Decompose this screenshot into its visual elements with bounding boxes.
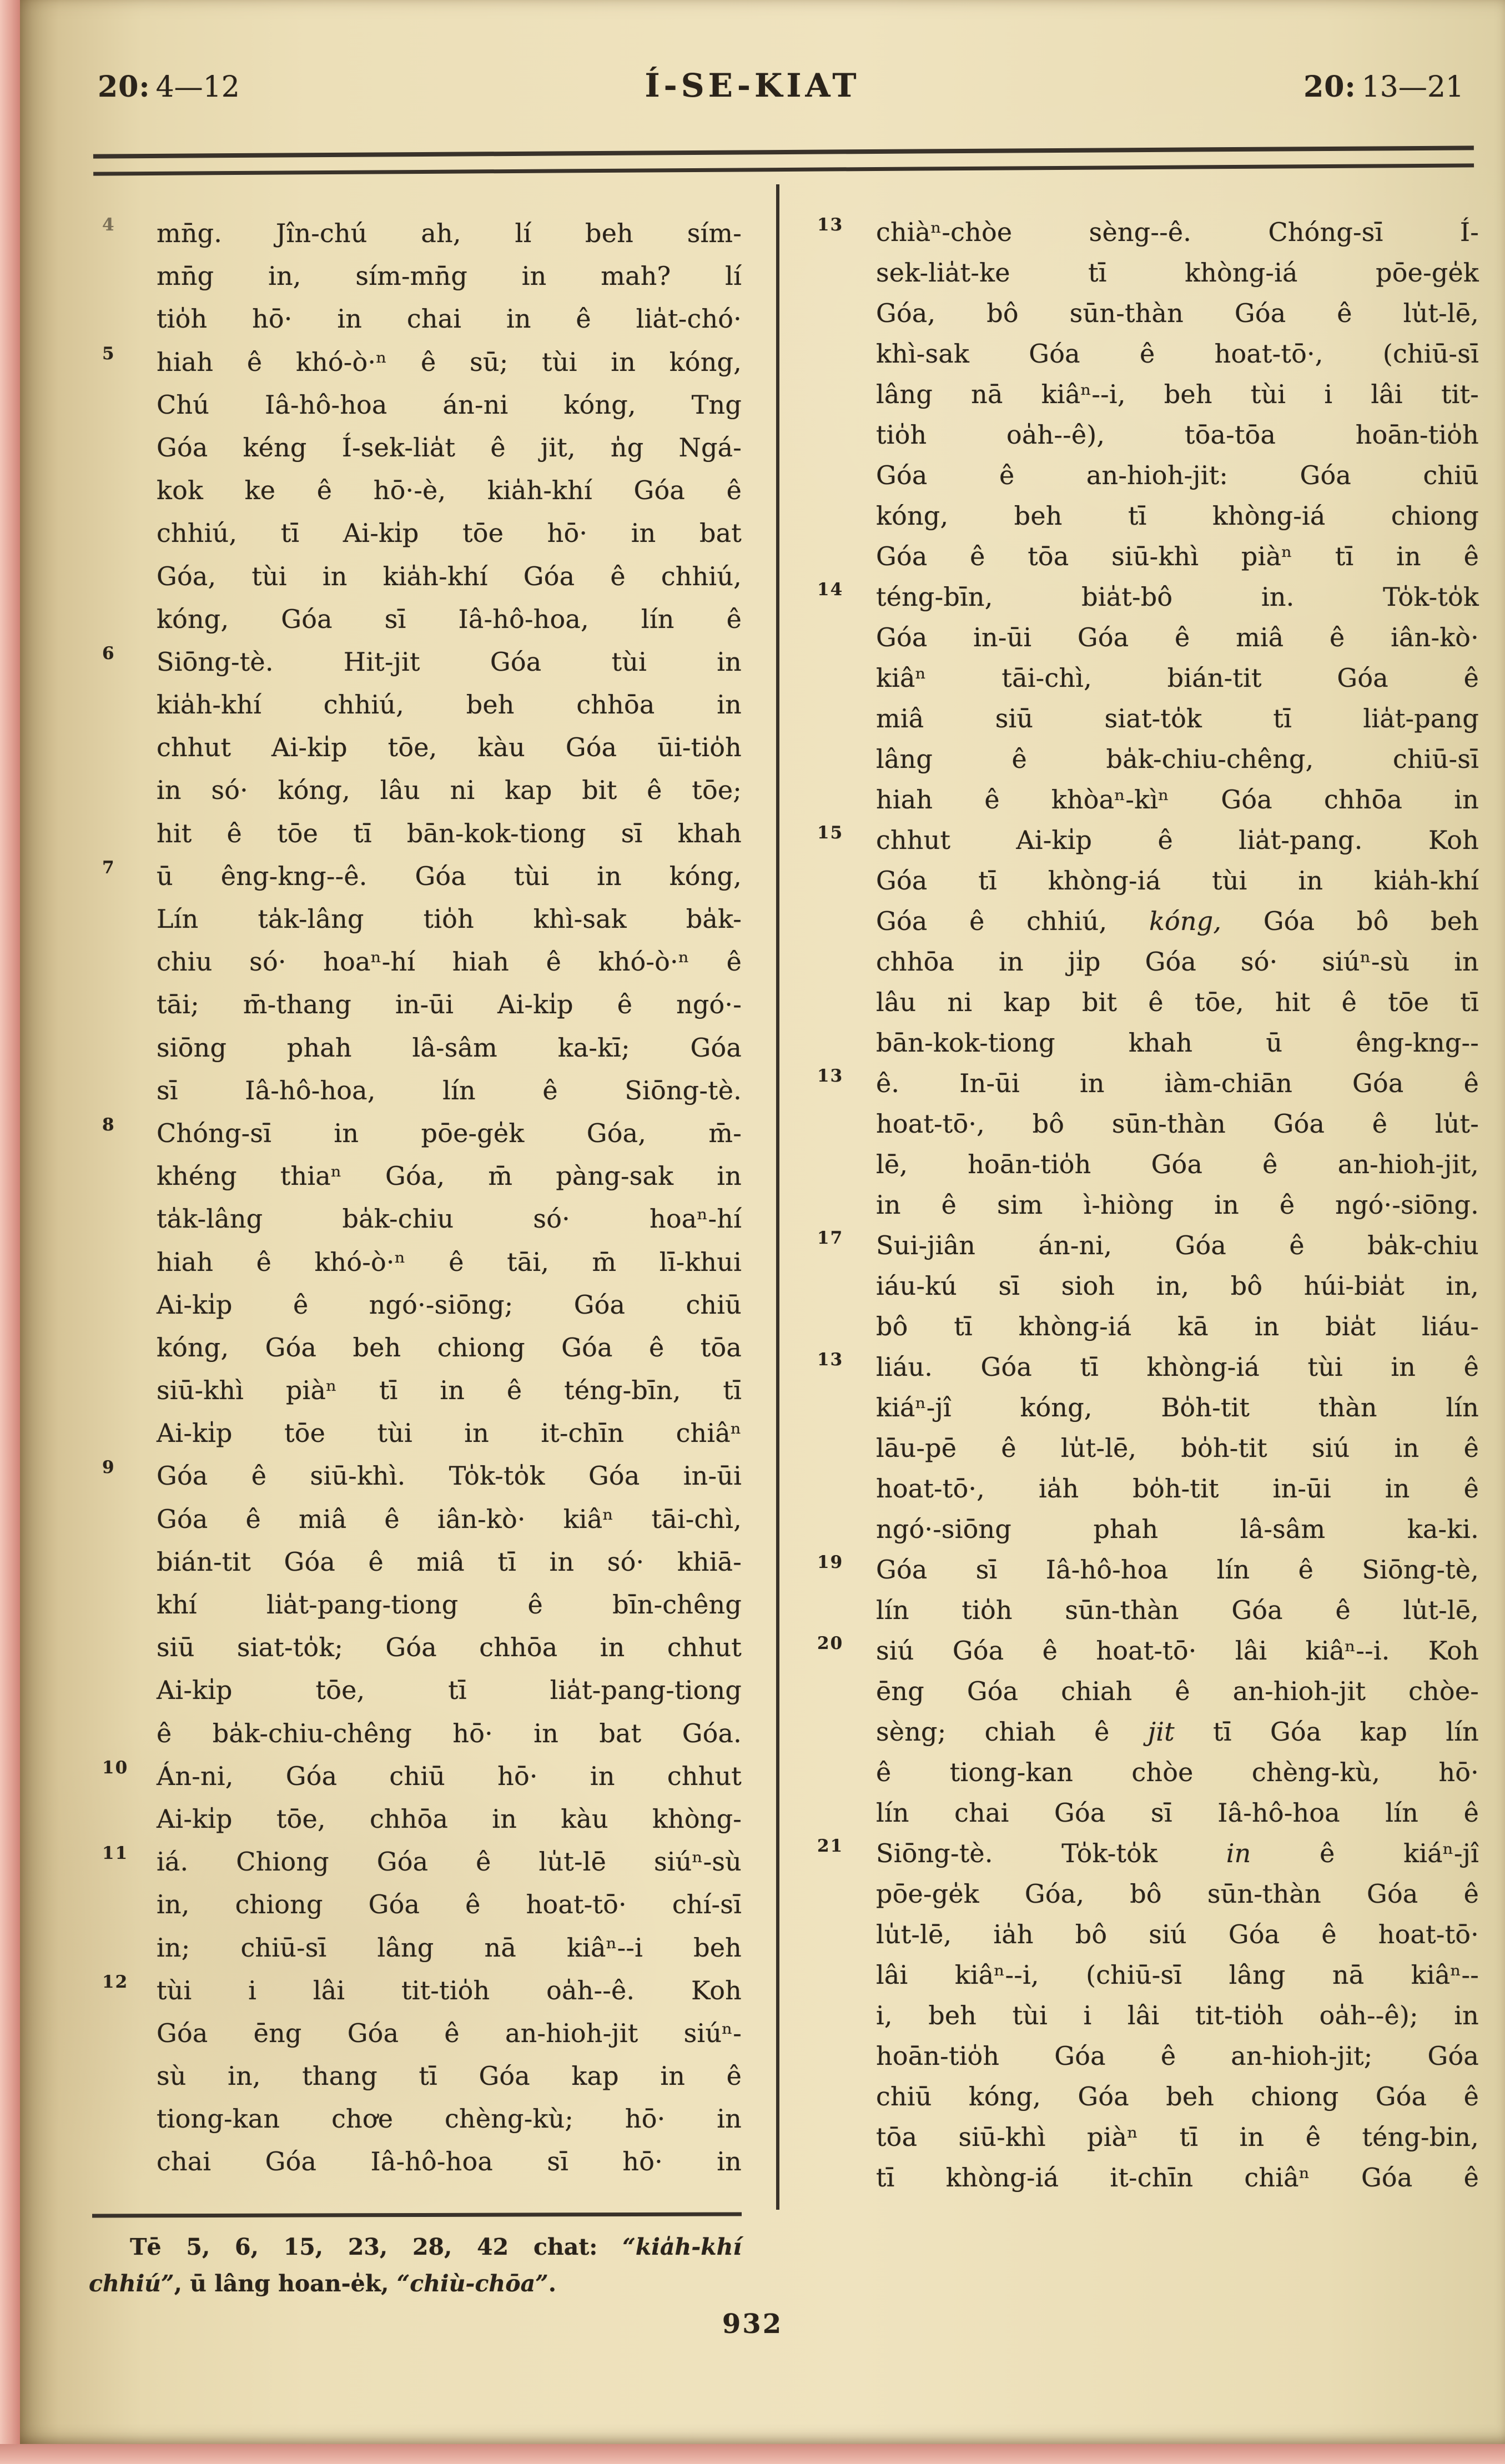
book-title: Í-SE-KIAT	[645, 67, 860, 104]
verse-line: hoān-tio̍h Góa ê an-hioh-jit; Góa	[876, 2041, 1479, 2071]
verse-number: 11	[102, 1843, 129, 1864]
verse-line: sù in, thang tī Góa kap in ê	[157, 2061, 742, 2091]
verse-line: siū siat-to̍k; Góa chhōa in chhut	[157, 1632, 742, 1663]
page-number: 932	[722, 2309, 783, 2340]
verse-line: 5 hiah ê khó-ò·ⁿ ê sū; tùi in kóng,	[102, 343, 742, 377]
running-ref-right-range: 13—21	[1361, 71, 1464, 104]
verse-line: 13 ê. In-ūi in iàm-chiān Góa ê	[817, 1066, 1479, 1098]
verse-line: hoat-tō·, ia̍h bo̍h-tit in-ūi in ê	[876, 1474, 1479, 1503]
verse-line: miâ siū siat-to̍k tī lia̍t-pang	[876, 703, 1479, 733]
verse-number: 4	[102, 215, 115, 235]
italic-text: “kia̍h-khí	[622, 2234, 742, 2260]
verse-line: in; chiū-sī lâng nā kiâⁿ--i beh	[157, 1932, 742, 1963]
verse-line: Góa ê an-hioh-jit: Góa chiū	[876, 460, 1479, 490]
verse-line: Góa, bô sūn-thàn Góa ê lu̍t-lē,	[876, 298, 1479, 328]
italic-text: “chiù-chōa”	[396, 2270, 548, 2297]
verse-line: in, chiong Góa ê hoat-tō· chí-sī	[157, 1889, 742, 1920]
verse-line: kia̍h-khí chhiú, beh chhōa in	[157, 690, 742, 720]
verse-number: 20	[817, 1633, 844, 1653]
verse-line: 6 Siōng-tè. Hit-jit Góa tùi in	[102, 643, 742, 677]
verse-line: 14 téng-bīn, bia̍t-bô in. To̍k-to̍k	[817, 580, 1479, 612]
verse-line: Góa ê tōa siū-khì piàⁿ tī in ê	[876, 541, 1479, 571]
italic-text: jit	[1147, 1717, 1175, 1747]
verse-line: Lín ta̍k-lâng tio̍h khì-sak ba̍k-	[157, 904, 742, 934]
verse-line: tōa siū-khì piàⁿ tī in ê téng-bin,	[876, 2122, 1479, 2152]
verse-line: ta̍k-lâng ba̍k-chiu só· hoaⁿ-hí	[157, 1204, 742, 1234]
verse-line: 15 chhut Ai-ki̍p ê lia̍t-pang. Koh	[817, 823, 1479, 855]
footnote	[89, 2229, 742, 2302]
verse-line: iáu-kú sī sioh in, bô húi-bia̍t in,	[876, 1271, 1479, 1301]
verse-line: khì-sak Góa ê hoat-tō·, (chiū-sī	[876, 339, 1479, 369]
verse-number: 7	[102, 857, 115, 878]
verse-line: lâng ê ba̍k-chiu-chêng, chiū-sī	[876, 744, 1479, 774]
verse-line: mn̄g in, sím-mn̄g in mah? lí	[157, 261, 742, 291]
verse-line: 12 tùi i lâi tit-tio̍h oa̍h--ê. Koh	[102, 1972, 742, 2005]
verse-line: kóng, beh tī khòng-iá chiong	[876, 501, 1479, 531]
verse-line: Chú Iâ-hô-hoa án-ni kóng, Tng	[157, 389, 742, 420]
verse-line: Góa in-ūi Góa ê miâ ê iân-kò·	[876, 622, 1479, 652]
verse-line: lín chai Góa sī Iâ-hô-hoa lín ê	[876, 1798, 1479, 1828]
verse-line: in só· kóng, lâu ni kap bit ê tōe;	[157, 775, 742, 806]
verse-line: Góa kéng Í-sek-lia̍t ê jit, n̍g Ngá-	[157, 432, 742, 462]
verse-line: pōe-ge̍k Góa, bô sūn-thàn Góa ê	[876, 1879, 1479, 1909]
verse-line: sī Iâ-hô-hoa, lín ê Siōng-tè.	[157, 1075, 742, 1105]
running-ref-left-range: 4—12	[155, 71, 240, 104]
verse-line: tī khòng-iá it-chīn chiâⁿ Góa ê	[876, 2163, 1479, 2193]
verse-line: 7 ū êng-kng--ê. Góa tùi in kóng,	[102, 857, 742, 891]
verse-number: 19	[817, 1552, 844, 1572]
verse-number: 10	[102, 1757, 129, 1778]
italic-text: kóng,	[1149, 906, 1222, 936]
verse-line: Ai-ki̍p tōe, tī lia̍t-pang-tiong	[157, 1675, 742, 1706]
verse-line: kiâⁿ tāi-chì, bián-tit Góa ê	[876, 663, 1479, 693]
verse-line: 19 Góa sī Iâ-hô-hoa lín ê Siōng-tè,	[817, 1552, 1479, 1585]
verse-line: 17 Sui-jiân án-ni, Góa ê ba̍k-chiu	[817, 1228, 1479, 1260]
verse-line: hoat-tō·, bô sūn-thàn Góa ê lu̍t-	[876, 1109, 1479, 1139]
verse-line: 8 Chóng-sī in pōe-ge̍k Góa, m̄-	[102, 1114, 742, 1148]
verse-line: ê ba̍k-chiu-chêng hō· in bat Góa.	[157, 1718, 742, 1748]
verse-line: kiáⁿ-jî kóng, Bo̍h-tit thàn lín	[876, 1392, 1479, 1422]
verse-line: Góa ê miâ ê iân-kò· kiâⁿ tāi-chì,	[157, 1503, 742, 1534]
verse-number: 6	[102, 643, 115, 663]
verse-line: tio̍h hō· in chai in ê lia̍t-chó·	[157, 304, 742, 334]
verse-number: 12	[102, 1972, 129, 1992]
running-ref-right	[1303, 70, 1464, 104]
page-bottom-edge	[0, 2444, 1505, 2464]
verse-line: lâu ni kap bit ê tōe, hit ê tōe tī	[876, 987, 1479, 1017]
verse-line: ēng Góa chiah ê an-hioh-jit chòe-	[876, 1676, 1479, 1706]
verse-line: Ai-ki̍p tōe, chhōa in kàu khòng-	[157, 1803, 742, 1834]
verse-line: ngó·-siōng phah lâ-sâm ka-ki.	[876, 1514, 1479, 1544]
verse-line: bān-kok-tiong khah ū êng-kng--	[876, 1028, 1479, 1058]
verse-line: bô tī khòng-iá kā in bia̍t liáu-	[876, 1311, 1479, 1341]
footnote-line: Tē 5, 6, 15, 23, 28, 42 chat: “kia̍h-khí	[130, 2234, 742, 2260]
verse-line: Góa tī khòng-iá tùi in kia̍h-khí	[876, 866, 1479, 896]
verse-line: Góa, tùi in kia̍h-khí Góa ê chhiú,	[157, 561, 742, 591]
verse-line: lāu-pē ê lu̍t-lē, bo̍h-tit siú in ê	[876, 1433, 1479, 1463]
verse-line: chhōa in ji̍p Góa só· siúⁿ-sù in	[876, 947, 1479, 977]
verse-line: 11 iá. Chiong Góa ê lu̍t-lē siúⁿ-sù	[102, 1843, 742, 1877]
verse-line: 4 mn̄g. Jîn-chú ah, lí beh sím-	[102, 215, 742, 248]
verse-line: i, beh tùi i lâi tit-tio̍h oa̍h--ê); in	[876, 2000, 1479, 2030]
verse-line: lē, hoān-tio̍h Góa ê an-hioh-jit,	[876, 1149, 1479, 1179]
verse-line: hiah ê khó-ò·ⁿ ê tāi, m̄ lī-khui	[157, 1246, 742, 1277]
verse-line: siōng phah lâ-sâm ka-kī; Góa	[157, 1032, 742, 1063]
verse-line: Góa ê chhiú, kóng, Góa bô beh	[876, 906, 1479, 936]
verse-number: 8	[102, 1114, 115, 1135]
italic-text: chhiú”	[89, 2270, 174, 2297]
italic-text: in	[1226, 1838, 1251, 1868]
book-binding-edge	[0, 0, 20, 2464]
verse-line: chiū kóng, Góa beh chiong Góa ê	[876, 2081, 1479, 2111]
verse-number: 14	[817, 580, 844, 600]
verse-line: tāi; m̄-thang in-ūi Ai-ki̍p ê ngó·-	[157, 989, 742, 1020]
verse-number: 13	[817, 1066, 844, 1086]
verse-line: lín tio̍h sūn-thàn Góa ê lu̍t-lē,	[876, 1595, 1479, 1625]
column-divider-rule	[776, 184, 779, 2210]
verse-number: 5	[102, 343, 115, 364]
footnote-line: chhiú”, ū lâng hoan-e̍k, “chiù-chōa”.	[89, 2270, 556, 2297]
verse-line: kok ke ê hō·-è, kia̍h-khí Góa ê	[157, 475, 742, 506]
verse-line: Góa ēng Góa ê an-hioh-jit siúⁿ-	[157, 2018, 742, 2048]
verse-line: bián-tit Góa ê miâ tī in só· khiā-	[157, 1546, 742, 1577]
verse-line: Ai-ki̍p tōe tùi in it-chīn chiâⁿ	[157, 1418, 742, 1449]
verse-line: lu̍t-lē, ia̍h bô siú Góa ê hoat-tō·	[876, 1919, 1479, 1949]
verse-line: 13 liáu. Góa tī khòng-iá tùi in ê	[817, 1350, 1479, 1382]
verse-line: hiah ê khòaⁿ-kìⁿ Góa chhōa in	[876, 785, 1479, 814]
verse-line: lâi kiâⁿ--i, (chiū-sī lâng nā kiâⁿ--	[876, 1960, 1479, 1990]
verse-number: 21	[817, 1836, 844, 1856]
verse-line: hit ê tōe tī bān-kok-tiong sī khah	[157, 818, 742, 848]
verse-line: lâng nā kiâⁿ--i, beh tùi i lâi tit-	[876, 379, 1479, 409]
verse-line: kóng, Góa beh chiong Góa ê tōa	[157, 1332, 742, 1362]
verse-line: tio̍h oa̍h--ê), tōa-tōa hoān-tio̍h	[876, 420, 1479, 450]
running-ref-left-chapter: 20:	[98, 70, 150, 104]
verse-line: chhut Ai-ki̍p tōe, kàu Góa ūi-tio̍h	[157, 732, 742, 763]
verse-line: chhiú, tī Ai-ki̍p tōe hō· in bat	[157, 518, 742, 549]
verse-line: kóng, Góa sī Iâ-hô-hoa, lín ê	[157, 604, 742, 634]
verse-line: 21 Siōng-tè. To̍k-to̍k in ê kiáⁿ-jî	[817, 1836, 1479, 1868]
verse-number: 13	[817, 1350, 844, 1370]
verse-line: 10 Án-ni, Góa chiū hō· in chhut	[102, 1757, 742, 1791]
verse-line: Ai-ki̍p ê ngó·-siōng; Góa chiū	[157, 1289, 742, 1320]
verse-line: tiong-kan chơe chèng-kù; hō· in	[157, 2104, 742, 2134]
verse-line: ê tiong-kan chòe chèng-kù, hō·	[876, 1757, 1479, 1787]
verse-line: khéng thiaⁿ Góa, m̄ pàng-sak in	[157, 1161, 742, 1191]
verse-line: sèng; chiah ê jit tī Góa kap lín	[876, 1717, 1479, 1747]
text-column-right	[809, 212, 1479, 2198]
verse-line: sek-lia̍t-ke tī khòng-iá pōe-ge̍k	[876, 258, 1479, 288]
verse-number: 15	[817, 823, 844, 843]
verse-line: khí lia̍t-pang-tiong ê bīn-chêng	[157, 1590, 742, 1620]
verse-line: chiu só· hoaⁿ-hí hiah ê khó-ò·ⁿ ê	[157, 947, 742, 977]
running-ref-right-chapter: 20:	[1303, 70, 1356, 104]
verse-line: in ê sim ì-hiòng in ê ngó·-siōng.	[876, 1190, 1479, 1220]
verse-number: 13	[817, 215, 844, 235]
verse-number: 9	[102, 1457, 115, 1478]
text-column-left	[94, 212, 742, 2184]
verse-line: 9 Góa ê siū-khì. To̍k-to̍k Góa in-ūi	[102, 1457, 742, 1491]
verse-line: siū-khì piàⁿ tī in ê téng-bīn, tī	[157, 1375, 742, 1406]
verse-number: 17	[817, 1228, 844, 1248]
verse-line: 20 siú Góa ê hoat-tō· lâi kiâⁿ--i. Koh	[817, 1633, 1479, 1666]
verse-line: chai Góa Iâ-hô-hoa sī hō· in	[157, 2146, 742, 2177]
verse-line: 13 chiàⁿ-chòe sèng--ê. Chóng-sī Í-	[817, 215, 1479, 247]
